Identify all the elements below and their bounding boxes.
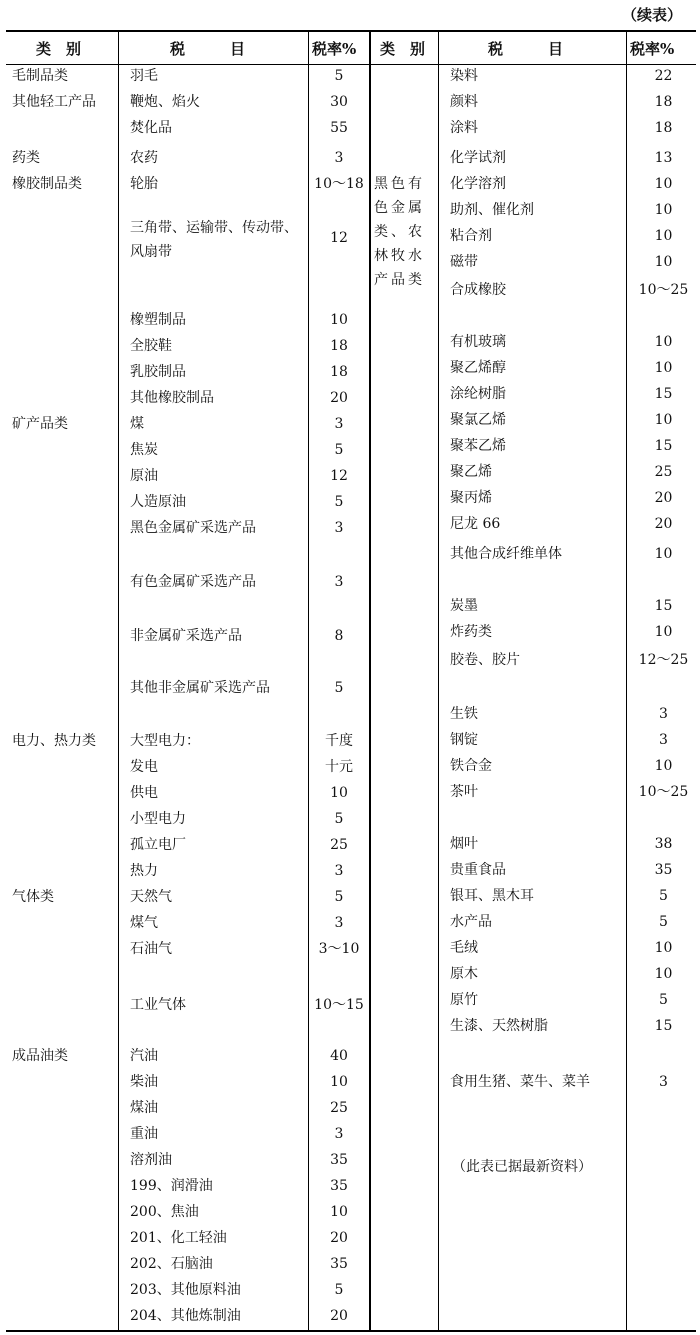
right-rate-cell: 38 <box>654 836 673 852</box>
left-category-cell: 电力、热力类 <box>12 733 96 749</box>
header-rule <box>6 64 696 65</box>
col-divider-1 <box>118 31 119 1331</box>
right-rate-cell: 10 <box>654 758 673 774</box>
left-item-cell: 石油气 <box>130 941 172 957</box>
left-rate-cell: 3～10 <box>318 941 360 957</box>
right-item-cell: 烟叶 <box>450 836 478 852</box>
left-rate-cell: 十元 <box>325 759 353 775</box>
left-item-cell: 其他橡胶制品 <box>130 390 214 406</box>
right-item-cell: 聚苯乙烯 <box>450 438 506 454</box>
right-item-cell: 炭墨 <box>450 598 478 614</box>
right-rate-cell: 10 <box>654 412 673 428</box>
right-item-cell: 涂料 <box>450 120 478 136</box>
left-rate-cell: 5 <box>334 494 344 510</box>
left-item-cell: 溶剂油 <box>130 1152 172 1168</box>
left-item-cell: 黑色金属矿采选产品 <box>130 520 256 536</box>
left-item-cell: 孤立电厂 <box>130 837 186 853</box>
left-item-cell: 乳胶制品 <box>130 364 186 380</box>
right-rate-cell: 10 <box>654 546 673 562</box>
left-item-cell: 天然气 <box>130 889 172 905</box>
right-item-cell: 磁带 <box>450 254 478 270</box>
right-rate-cell: 35 <box>654 862 673 878</box>
left-item-cell: 非金属矿采选产品 <box>130 628 242 644</box>
right-rate-cell: 5 <box>659 914 668 930</box>
right-item-cell: 涂纶树脂 <box>450 386 506 402</box>
right-rate-cell: 3 <box>659 1074 668 1090</box>
left-rate-cell: 25 <box>330 837 348 853</box>
left-rate-cell: 18 <box>330 338 348 354</box>
right-rate-cell: 5 <box>659 992 668 1008</box>
right-item-cell: 生铁 <box>450 706 478 722</box>
right-rate-cell: 10 <box>654 624 673 640</box>
right-item-cell: 银耳、黑木耳 <box>450 888 534 904</box>
left-rate-cell: 20 <box>330 1308 348 1324</box>
left-item-cell: 三角带、运输带、传动带、风扇带 <box>130 220 298 260</box>
right-rate-cell: 3 <box>659 706 668 722</box>
right-item-cell: 钢锭 <box>450 732 478 748</box>
right-rate-cell: 10 <box>654 360 673 376</box>
left-rate-cell: 5 <box>334 442 344 458</box>
left-item-cell: 煤油 <box>130 1100 158 1116</box>
left-category-cell: 毛制品类 <box>12 68 68 84</box>
col-divider-3 <box>369 31 371 1331</box>
left-item-cell: 煤气 <box>130 915 158 931</box>
right-rate-cell: 20 <box>654 490 673 506</box>
right-rate-cell: 15 <box>654 598 673 614</box>
left-category-cell: 橡胶制品类 <box>12 176 82 192</box>
left-rate-cell: 25 <box>330 1100 348 1116</box>
left-rate-cell: 3 <box>334 863 344 879</box>
right-item-cell: 贵重食品 <box>450 862 506 878</box>
left-item-cell: 农药 <box>130 150 158 166</box>
left-item-cell: 羽毛 <box>130 68 158 84</box>
right-rate-cell: 10 <box>654 176 673 192</box>
left-rate-cell: 10 <box>330 312 348 328</box>
right-rate-cell: 10～25 <box>638 282 689 298</box>
right-item-cell: 助剂、催化剂 <box>450 202 534 218</box>
left-item-cell: 199、润滑油 <box>130 1178 213 1194</box>
right-item-cell: 聚氯乙烯 <box>450 412 506 428</box>
left-item-cell: 柴油 <box>130 1074 158 1090</box>
right-item-cell: 食用生猪、菜牛、菜羊 <box>450 1074 590 1090</box>
right-item-cell: 聚丙烯 <box>450 490 492 506</box>
right-item-cell: 化学溶剂 <box>450 176 506 192</box>
right-item-cell: 生漆、天然树脂 <box>450 1018 548 1034</box>
left-rate-cell: 35 <box>330 1256 348 1272</box>
right-item-cell: 化学试剂 <box>450 150 506 166</box>
right-rate-cell: 3 <box>659 732 668 748</box>
left-rate-cell: 20 <box>330 1230 348 1246</box>
right-rate-cell: 15 <box>654 438 673 454</box>
left-item-cell: 工业气体 <box>130 997 186 1013</box>
right-item-cell: 茶叶 <box>450 784 478 800</box>
right-rate-cell: 20 <box>654 516 673 532</box>
left-item-cell: 发电 <box>130 759 158 775</box>
left-rate-cell: 12 <box>330 230 348 246</box>
right-item-cell: 炸药类 <box>450 624 492 640</box>
left-category-cell: 气体类 <box>12 889 54 905</box>
header-rate-left: 税率% <box>312 40 357 58</box>
right-rate-cell: 10 <box>654 228 673 244</box>
right-item-cell: 聚乙烯醇 <box>450 360 506 376</box>
left-item-cell: 其他非金属矿采选产品 <box>130 680 270 696</box>
right-rate-cell: 15 <box>654 386 673 402</box>
right-category-cell: 黑色有色金属类、农林牧水产品类 <box>374 176 425 288</box>
right-rate-cell: 12～25 <box>638 652 689 668</box>
left-rate-cell: 30 <box>330 94 348 110</box>
right-rate-cell: 13 <box>654 150 673 166</box>
left-rate-cell: 5 <box>334 811 344 827</box>
right-rate-cell: 10 <box>654 254 673 270</box>
left-rate-cell: 5 <box>334 1282 344 1298</box>
bottom-rule <box>6 1330 696 1332</box>
left-rate-cell: 3 <box>334 416 344 432</box>
left-item-cell: 橡塑制品 <box>130 312 186 328</box>
left-item-cell: 204、其他炼制油 <box>130 1308 241 1324</box>
left-rate-cell: 12 <box>330 468 348 484</box>
right-rate-cell: 15 <box>654 1018 673 1034</box>
right-rate-cell: 25 <box>654 464 673 480</box>
right-rate-cell: 10 <box>654 202 673 218</box>
right-rate-cell: 5 <box>659 888 668 904</box>
left-rate-cell: 10 <box>330 1204 348 1220</box>
left-category-cell: 药类 <box>12 150 40 166</box>
header-item-right: 税 目 <box>488 40 564 58</box>
right-item-cell: 有机玻璃 <box>450 334 506 350</box>
left-item-cell: 原油 <box>130 468 158 484</box>
left-rate-cell: 3 <box>334 574 344 590</box>
right-rate-cell: 10 <box>654 966 673 982</box>
right-item-cell: 其他合成纤维单体 <box>450 546 562 562</box>
right-item-cell: 染料 <box>450 68 478 84</box>
right-item-cell: 胶卷、胶片 <box>450 652 520 668</box>
col-divider-5 <box>626 31 627 1331</box>
footnote: （此表已据最新资料） <box>452 1159 592 1175</box>
left-item-cell: 200、焦油 <box>130 1204 199 1220</box>
left-category-cell: 其他轻工产品 <box>12 94 96 110</box>
left-item-cell: 焚化品 <box>130 120 172 136</box>
left-item-cell: 有色金属矿采选产品 <box>130 574 256 590</box>
left-item-cell: 煤 <box>130 416 144 432</box>
left-item-cell: 汽油 <box>130 1048 158 1064</box>
left-rate-cell: 3 <box>334 150 344 166</box>
left-item-cell: 轮胎 <box>130 176 158 192</box>
right-rate-cell: 10 <box>654 334 673 350</box>
left-rate-cell: 5 <box>334 68 344 84</box>
continued-label: （续表） <box>621 6 682 24</box>
left-rate-cell: 5 <box>334 680 344 696</box>
header-category-right: 类 别 <box>380 40 426 58</box>
left-rate-cell: 3 <box>334 520 344 536</box>
col-divider-4 <box>438 31 439 1331</box>
right-item-cell: 原竹 <box>450 992 478 1008</box>
right-item-cell: 毛绒 <box>450 940 478 956</box>
left-item-cell: 201、化工轻油 <box>130 1230 227 1246</box>
left-item-cell: 热力 <box>130 863 158 879</box>
top-rule <box>6 30 696 32</box>
left-rate-cell: 55 <box>330 120 348 136</box>
header-rate-right: 税率% <box>630 40 675 58</box>
left-rate-cell: 3 <box>334 915 344 931</box>
right-item-cell: 粘合剂 <box>450 228 492 244</box>
right-rate-cell: 10～25 <box>638 784 689 800</box>
left-rate-cell: 35 <box>330 1152 348 1168</box>
left-rate-cell: 10 <box>330 785 348 801</box>
right-rate-cell: 18 <box>654 120 673 136</box>
left-rate-cell: 10～18 <box>314 176 364 192</box>
left-item-cell: 焦炭 <box>130 442 158 458</box>
right-item-cell: 铁合金 <box>450 758 492 774</box>
left-category-cell: 成品油类 <box>12 1048 68 1064</box>
left-item-cell: 供电 <box>130 785 158 801</box>
left-rate-cell: 20 <box>330 390 348 406</box>
right-item-cell: 原木 <box>450 966 478 982</box>
left-item-cell: 人造原油 <box>130 494 186 510</box>
right-item-cell: 聚乙烯 <box>450 464 492 480</box>
left-item-cell: 重油 <box>130 1126 158 1142</box>
left-rate-cell: 35 <box>330 1178 348 1194</box>
header-category-left: 类 别 <box>36 40 82 58</box>
right-item-cell: 尼龙 66 <box>450 516 501 532</box>
right-item-cell: 合成橡胶 <box>450 282 506 298</box>
left-rate-cell: 10 <box>330 1074 348 1090</box>
left-item-cell: 鞭炮、焰火 <box>130 94 200 110</box>
left-item-cell: 全胶鞋 <box>130 338 172 354</box>
left-item-cell: 大型电力： <box>130 733 200 749</box>
right-rate-cell: 18 <box>654 94 673 110</box>
left-rate-cell: 5 <box>334 889 344 905</box>
left-rate-cell: 18 <box>330 364 348 380</box>
left-rate-cell: 10～15 <box>314 997 364 1013</box>
left-item-cell: 203、其他原料油 <box>130 1282 241 1298</box>
left-item-cell: 202、石脑油 <box>130 1256 213 1272</box>
left-rate-cell: 3 <box>334 1126 344 1142</box>
left-category-cell: 矿产品类 <box>12 416 68 432</box>
right-item-cell: 水产品 <box>450 914 492 930</box>
left-rate-cell: 千度 <box>325 733 353 749</box>
right-rate-cell: 10 <box>654 940 673 956</box>
right-item-cell: 颜料 <box>450 94 478 110</box>
left-rate-cell: 40 <box>330 1048 348 1064</box>
left-rate-cell: 8 <box>334 628 344 644</box>
right-rate-cell: 22 <box>654 68 673 84</box>
header-item-left: 税 目 <box>170 40 246 58</box>
left-item-cell: 小型电力 <box>130 811 186 827</box>
